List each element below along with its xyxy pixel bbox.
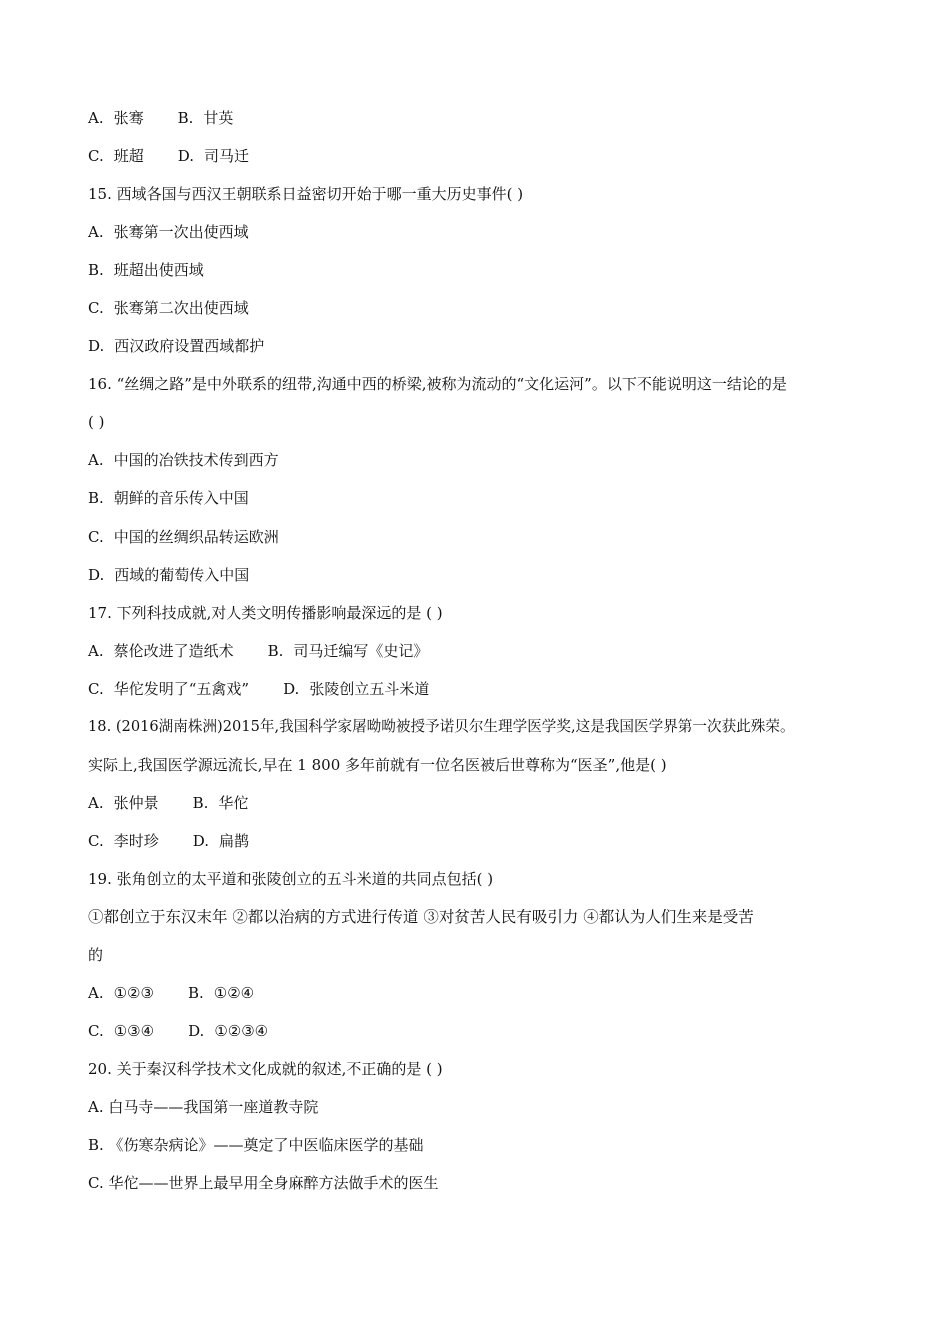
option-text-d: 扁鹊 (219, 832, 250, 850)
option-text-d: 西域的葡萄传入中国 (114, 566, 250, 584)
q20-option-b: B. 《伤寒杂病论》——奠定了中医临床医学的基础 (88, 1136, 424, 1154)
q16-option-c (88, 527, 279, 547)
option-text-a: 张仲景 (113, 794, 159, 812)
option-letter-c: C. (88, 147, 104, 165)
option-text-b: ①②④ (213, 984, 255, 1002)
option-text-a: ①②③ (113, 984, 154, 1002)
q19-options-ab (88, 983, 254, 1003)
option-text-d: 张陵创立五斗米道 (309, 680, 430, 698)
option-text-a: 中国的冶铁技术传到西方 (113, 451, 279, 469)
option-text-d: 西汉政府设置西域都护 (114, 337, 265, 355)
option-text-a: 蔡伦改进了造纸术 (113, 642, 234, 660)
option-text-d: ①②③④ (214, 1022, 269, 1040)
q20-option-a: A. 白马寺——我国第一座道教寺院 (88, 1098, 319, 1116)
question-17: 17. 下列科技成就,对人类文明传播影响最深远的是 ( ) (88, 604, 443, 622)
question-18-line2: 实际上,我国医学源远流长,早在 1 800 多年前就有一位名医被后世尊称为“医圣”,他是( ) (88, 756, 667, 774)
option-letter-a: A. (88, 223, 104, 241)
q15-option-a (88, 222, 249, 242)
option-letter-b: B. (187, 984, 204, 1002)
question-19: 19. 张角创立的太平道和张陵创立的五斗米道的共同点包括( ) (88, 870, 494, 888)
q18-options-cd (88, 831, 249, 851)
option-letter-c: C. (88, 299, 104, 317)
option-letter-a: A. (88, 642, 104, 660)
option-text-c: 张骞第二次出使西域 (113, 299, 249, 317)
option-text-c: 李时珍 (113, 832, 159, 850)
q18-options-ab (88, 793, 248, 813)
question-18: 18. (2016湖南株洲)2015年,我国科学家屠呦呦被授予诺贝尔生理学医学奖,这是我国医学界第一次获此殊荣。 (88, 718, 795, 735)
q16-option-b (88, 488, 249, 508)
option-letter-b: B. (267, 642, 284, 660)
option-letter-b: B. (88, 261, 104, 279)
option-text-c: 班超 (113, 147, 144, 165)
option-letter-c: C. (88, 680, 104, 698)
question-20: 20. 关于秦汉科学技术文化成就的叙述,不正确的是 ( ) (88, 1060, 443, 1078)
question-19-statements: ①都创立于东汉末年 ②都以治病的方式进行传道 ③对贫苦人民有吸引力 ④都认为人们生来是受苦 (88, 908, 754, 926)
option-letter-c: C. (88, 528, 104, 546)
q20-option-c: C. 华佗——世界上最早用全身麻醉方法做手术的医生 (88, 1174, 439, 1192)
option-text-b: 班超出使西域 (113, 261, 204, 279)
option-letter-a: A. (88, 794, 104, 812)
option-letter-d: D. (88, 566, 105, 584)
q15-option-c (88, 298, 249, 318)
option-letter-d: D. (283, 680, 300, 698)
q15-option-d (88, 336, 264, 356)
option-text-a: 张骞第一次出使西域 (113, 223, 249, 241)
option-letter-c: C. (88, 1022, 104, 1040)
option-text-c: 华佗发明了“五禽戏” (113, 680, 250, 698)
option-letter-d: D. (177, 147, 194, 165)
option-text-c: ①③④ (113, 1022, 155, 1040)
option-text-b: 朝鲜的音乐传入中国 (113, 489, 249, 507)
option-letter-d: D. (192, 832, 209, 850)
option-letter-d: D. (188, 1022, 205, 1040)
q17-options-ab (88, 641, 428, 661)
option-letter-d: D. (88, 337, 105, 355)
option-text-b: 甘英 (203, 109, 234, 127)
option-letter-a: A. (88, 109, 104, 127)
q17-options-cd (88, 679, 429, 699)
option-letter-b: B. (177, 109, 194, 127)
q16-option-d (88, 565, 249, 585)
option-text-b: 华佗 (218, 794, 249, 812)
option-letter-a: A. (88, 984, 104, 1002)
option-letter-c: C. (88, 832, 104, 850)
question-16-paren: ( ) (88, 413, 105, 431)
question-16: 16. “丝绸之路”是中外联系的纽带,沟通中西的桥梁,被称为流动的“文化运河”。以下不能说明这一结论的是 (88, 375, 787, 393)
option-text-b: 司马迁编写《史记》 (293, 642, 429, 660)
q16-option-a (88, 450, 279, 470)
option-letter-b: B. (192, 794, 209, 812)
question-19-statements-cont: 的 (88, 946, 104, 964)
option-text-d: 司马迁 (204, 147, 250, 165)
q19-options-cd (88, 1021, 268, 1041)
option-letter-b: B. (88, 489, 104, 507)
option-letter-a: A. (88, 451, 104, 469)
q14-options-ab (88, 108, 233, 128)
option-text-c: 中国的丝绸织品转运欧洲 (113, 528, 279, 546)
option-text-a: 张骞 (113, 109, 144, 127)
q15-option-b (88, 260, 204, 280)
q14-options-cd (88, 146, 249, 166)
question-15: 15. 西域各国与西汉王朝联系日益密切开始于哪一重大历史事件( ) (88, 185, 524, 203)
